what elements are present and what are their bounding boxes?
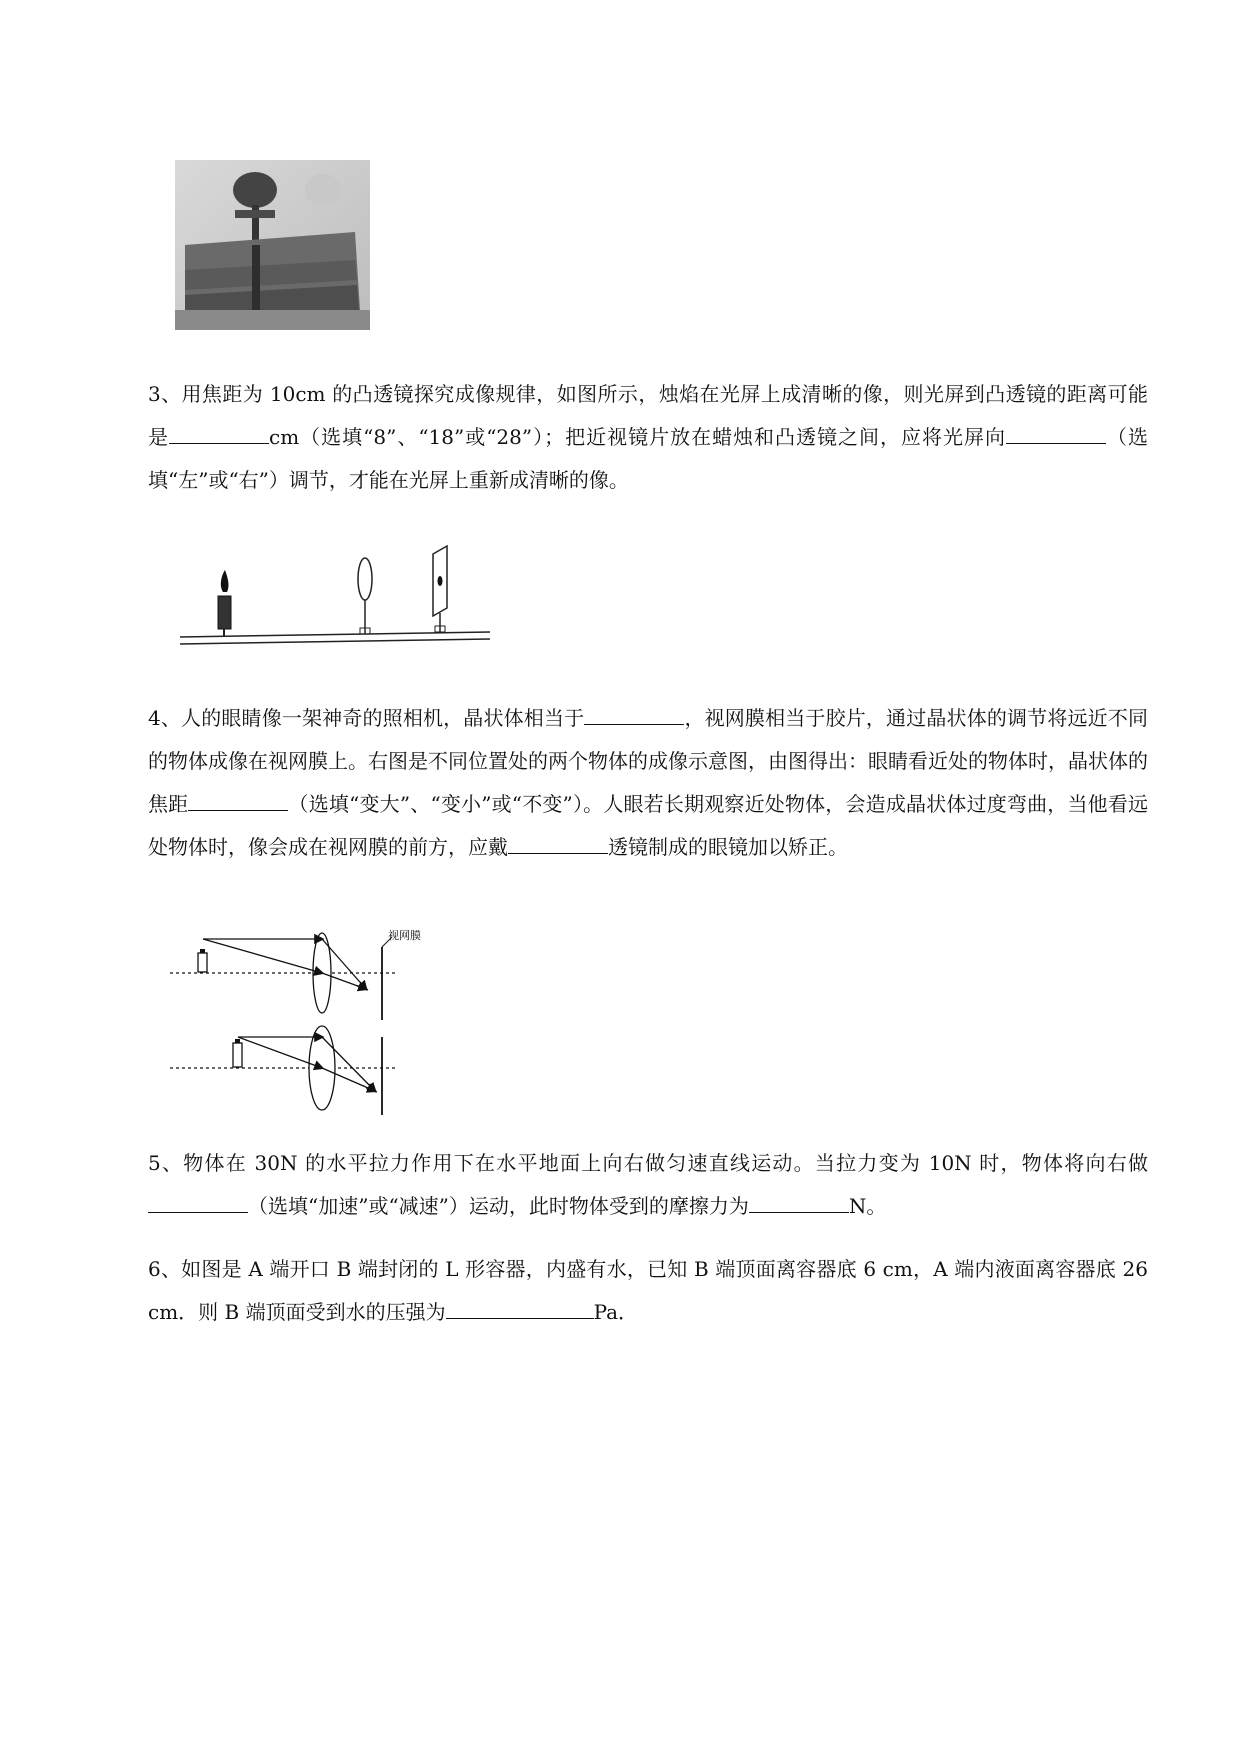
question-3-text-2: cm（选填“8”、“18”或“28”）；把近视镜片放在蜡烛和凸透镜之间，应将光屏向 bbox=[269, 425, 1007, 449]
stand-photo bbox=[175, 160, 370, 330]
answer-blank[interactable] bbox=[508, 827, 608, 854]
question-6-text-2: Pa． bbox=[593, 1300, 639, 1324]
answer-blank[interactable] bbox=[749, 1186, 849, 1213]
question-6-text-1: 6、如图是 A 端开口 B 端封闭的 L 形容器，内盛有水，已知 B 端顶面离容器底 6 cm，A 端内液面离容器底 26 cm．则 B 端顶面受到水的压强为 bbox=[148, 1257, 1148, 1324]
answer-blank[interactable] bbox=[148, 1186, 248, 1213]
question-6 bbox=[148, 1248, 1148, 1334]
optical-bench-diagram bbox=[175, 540, 495, 650]
question-4-text-1: 4、人的眼睛像一架神奇的照相机，晶状体相当于 bbox=[148, 706, 585, 730]
question-4-text-4: 透镜制成的眼镜加以矫正。 bbox=[608, 835, 848, 859]
answer-blank[interactable] bbox=[188, 784, 288, 811]
question-4 bbox=[148, 697, 1148, 869]
question-4-text-3: （选填“变大”、“变小”或“不变”）。人眼若长期观察近处物体，会造成晶状体过度弯曲，当他看远处物体时，像会成在视网膜的前方，应戴 bbox=[148, 792, 1149, 859]
question-5 bbox=[148, 1142, 1148, 1228]
question-3-text-3: （选填“左”或“右”）调节，才能在光屏上重新成清晰的像。 bbox=[148, 425, 1149, 492]
answer-blank[interactable] bbox=[1006, 417, 1106, 444]
answer-blank[interactable] bbox=[584, 698, 684, 725]
answer-blank[interactable] bbox=[446, 1292, 594, 1319]
question-3 bbox=[148, 373, 1148, 502]
answer-blank[interactable] bbox=[169, 417, 269, 444]
eye-imaging-diagram bbox=[170, 925, 470, 1120]
question-5-text-1: 5、物体在 30N 的水平拉力作用下在水平地面上向右做匀速直线运动。当拉力变为 10N 时，物体将向右做 bbox=[148, 1151, 1148, 1175]
retina-label: 视网膜 bbox=[388, 929, 421, 942]
question-5-text-2: （选填“加速”或“减速”）运动，此时物体受到的摩擦力为 bbox=[248, 1194, 749, 1218]
question-4-text-2: ，视网膜相当于胶片，通过晶状体的调节将远近不同的物体成像在视网膜上。右图是不同位置处的两个物体的成像示意图，由图得出：眼睛看近处的物体时，晶状体的焦距 bbox=[148, 706, 1148, 816]
question-5-text-3: N。 bbox=[848, 1194, 887, 1218]
question-3-text-1: 3、用焦距为 10cm 的凸透镜探究成像规律，如图所示，烛焰在光屏上成清晰的像，则光屏到凸透镜的距离可能是 bbox=[148, 382, 1148, 449]
